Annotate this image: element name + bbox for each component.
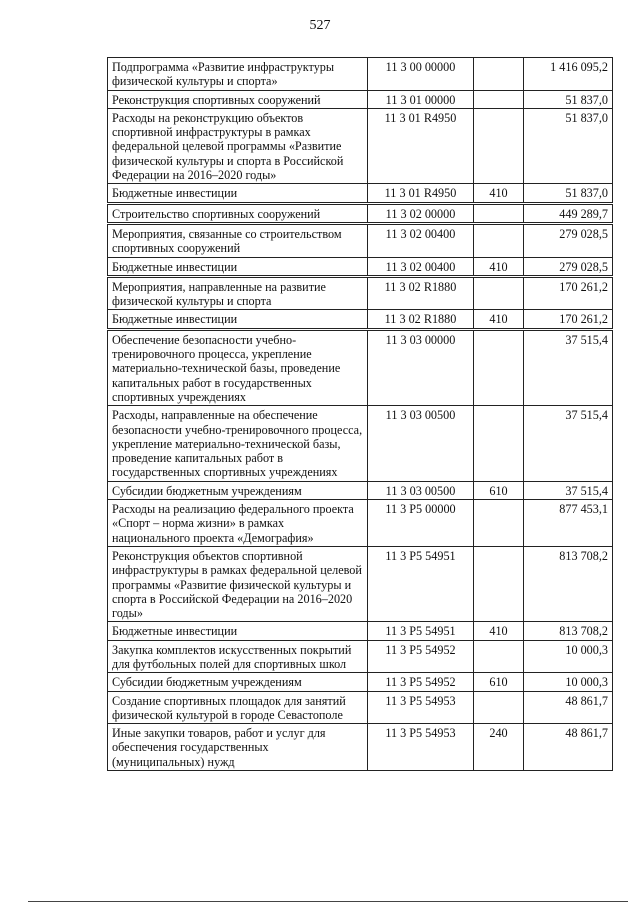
type-cell	[474, 329, 524, 405]
code-cell: 11 3 01 R4950	[368, 108, 474, 183]
amount-cell: 51 837,0	[524, 90, 613, 108]
type-cell	[474, 58, 524, 91]
table-row	[108, 724, 613, 771]
table-row	[108, 90, 613, 108]
name-cell: Мероприятия, направленные на развитие физической культуры и спорта	[108, 276, 368, 310]
name-cell: Строительство спортивных сооружений	[108, 203, 368, 223]
amount-cell: 10 000,3	[524, 640, 613, 673]
budget-table-body	[108, 58, 613, 771]
type-cell	[474, 640, 524, 673]
type-cell	[474, 203, 524, 223]
type-cell: 610	[474, 673, 524, 691]
amount-cell: 877 453,1	[524, 500, 613, 547]
name-cell: Бюджетные инвестиции	[108, 257, 368, 276]
amount-cell: 37 515,4	[524, 329, 613, 405]
name-cell: Мероприятия, связанные со строительством спортивных сооружений	[108, 223, 368, 257]
amount-cell: 449 289,7	[524, 203, 613, 223]
table-row	[108, 310, 613, 329]
table-row	[108, 406, 613, 481]
table-row	[108, 108, 613, 183]
amount-cell: 279 028,5	[524, 257, 613, 276]
table-row	[108, 329, 613, 405]
table-row	[108, 276, 613, 310]
amount-cell: 813 708,2	[524, 546, 613, 621]
name-cell: Расходы, направленные на обеспечение безопасности учебно-тренировочного процесса, укрепление материально-технической базы, проведение капитальных работ в государственных спортивных учреждениях	[108, 406, 368, 481]
code-cell: 11 3 P5 54952	[368, 640, 474, 673]
name-cell: Обеспечение безопасности учебно-тренировочного процесса, укрепление материально-технической базы, проведение капитальных работ в государственных спортивных учреждениях	[108, 329, 368, 405]
name-cell: Расходы на реконструкцию объектов спортивной инфраструктуры в рамках федеральной целевой программы «Развитие физической культуры и спорта в Российской Федерации на 2016–2020 годы»	[108, 108, 368, 183]
type-cell	[474, 500, 524, 547]
table-row	[108, 691, 613, 724]
code-cell: 11 3 03 00500	[368, 481, 474, 499]
amount-cell: 48 861,7	[524, 724, 613, 771]
code-cell: 11 3 02 00400	[368, 257, 474, 276]
amount-cell: 1 416 095,2	[524, 58, 613, 91]
code-cell: 11 3 P5 54953	[368, 691, 474, 724]
amount-cell: 170 261,2	[524, 276, 613, 310]
code-cell: 11 3 00 00000	[368, 58, 474, 91]
type-cell: 410	[474, 257, 524, 276]
page-number: 527	[309, 18, 331, 33]
code-cell: 11 3 03 00000	[368, 329, 474, 405]
amount-cell: 48 861,7	[524, 691, 613, 724]
name-cell: Субсидии бюджетным учреждениям	[108, 673, 368, 691]
type-cell	[474, 691, 524, 724]
code-cell: 11 3 P5 54953	[368, 724, 474, 771]
amount-cell: 51 837,0	[524, 184, 613, 203]
code-cell: 11 3 03 00500	[368, 406, 474, 481]
amount-cell: 279 028,5	[524, 223, 613, 257]
type-cell	[474, 108, 524, 183]
table-row	[108, 622, 613, 640]
type-cell	[474, 546, 524, 621]
code-cell: 11 3 P5 54951	[368, 546, 474, 621]
table-row	[108, 58, 613, 91]
table-row	[108, 223, 613, 257]
name-cell: Закупка комплектов искусственных покрытий для футбольных полей для спортивных школ	[108, 640, 368, 673]
name-cell: Иные закупки товаров, работ и услуг для обеспечения государственных (муниципальных) нужд	[108, 724, 368, 771]
type-cell: 240	[474, 724, 524, 771]
type-cell: 410	[474, 310, 524, 329]
page-bottom-rule	[28, 901, 628, 902]
code-cell: 11 3 01 00000	[368, 90, 474, 108]
table-row	[108, 184, 613, 203]
amount-cell: 813 708,2	[524, 622, 613, 640]
code-cell: 11 3 02 00400	[368, 223, 474, 257]
name-cell: Расходы на реализацию федерального проекта «Спорт – норма жизни» в рамках национального проекта «Демография»	[108, 500, 368, 547]
table-row	[108, 546, 613, 621]
type-cell: 410	[474, 622, 524, 640]
code-cell: 11 3 02 R1880	[368, 310, 474, 329]
amount-cell: 37 515,4	[524, 406, 613, 481]
name-cell: Субсидии бюджетным учреждениям	[108, 481, 368, 499]
budget-table	[107, 57, 613, 771]
code-cell: 11 3 P5 54952	[368, 673, 474, 691]
name-cell: Бюджетные инвестиции	[108, 184, 368, 203]
name-cell: Бюджетные инвестиции	[108, 622, 368, 640]
name-cell: Реконструкция объектов спортивной инфраструктуры в рамках федеральной целевой программы «Развитие физической культуры и спорта в Российской Федерации на 2016–2020 годы»	[108, 546, 368, 621]
code-cell: 11 3 01 R4950	[368, 184, 474, 203]
code-cell: 11 3 02 00000	[368, 203, 474, 223]
table-row	[108, 257, 613, 276]
table-row	[108, 203, 613, 223]
type-cell	[474, 276, 524, 310]
type-cell: 410	[474, 184, 524, 203]
table-row	[108, 640, 613, 673]
code-cell: 11 3 P5 54951	[368, 622, 474, 640]
amount-cell: 51 837,0	[524, 108, 613, 183]
name-cell: Создание спортивных площадок для занятий физической культурой в городе Севастополе	[108, 691, 368, 724]
type-cell: 610	[474, 481, 524, 499]
name-cell: Подпрограмма «Развитие инфраструктуры физической культуры и спорта»	[108, 58, 368, 91]
type-cell	[474, 223, 524, 257]
name-cell: Бюджетные инвестиции	[108, 310, 368, 329]
amount-cell: 10 000,3	[524, 673, 613, 691]
type-cell	[474, 406, 524, 481]
code-cell: 11 3 P5 00000	[368, 500, 474, 547]
table-row	[108, 673, 613, 691]
table-row	[108, 500, 613, 547]
name-cell: Реконструкция спортивных сооружений	[108, 90, 368, 108]
code-cell: 11 3 02 R1880	[368, 276, 474, 310]
table-row	[108, 481, 613, 499]
amount-cell: 37 515,4	[524, 481, 613, 499]
amount-cell: 170 261,2	[524, 310, 613, 329]
type-cell	[474, 90, 524, 108]
